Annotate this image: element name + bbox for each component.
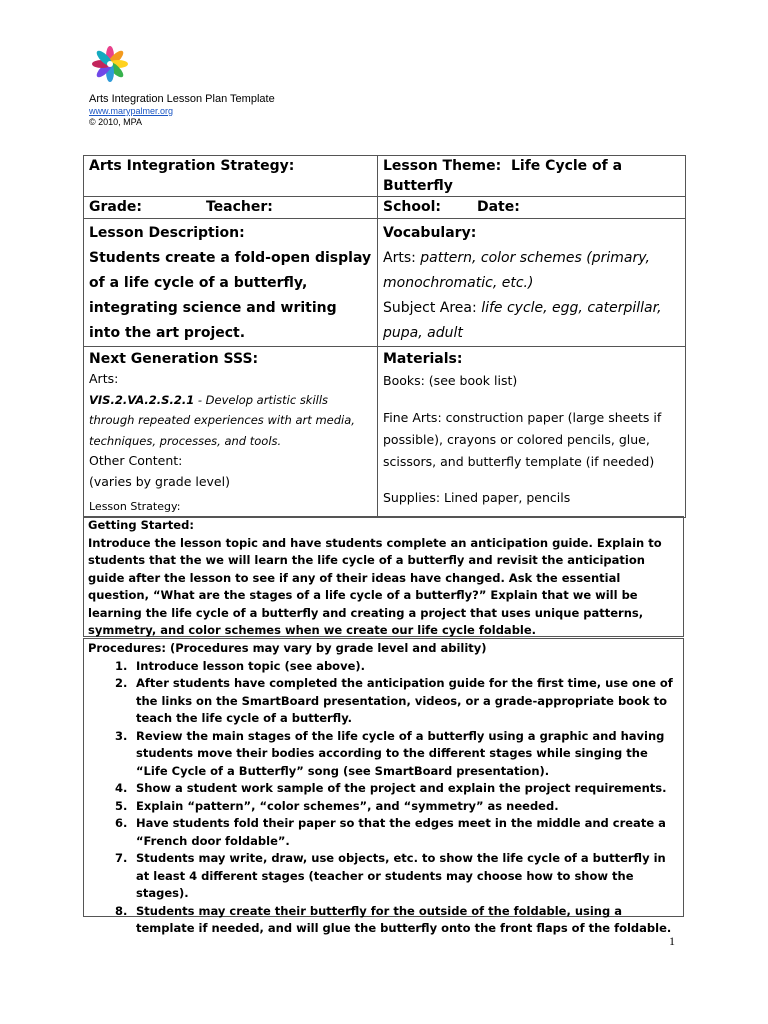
page-number: 1 [669,934,675,948]
procedures-list [88,658,679,938]
list-item: 1. Introduce lesson topic (see above). [115,658,366,673]
list-item: 6. Have students fold their paper so that the edges meet in the middle and create a “French door foldable”. [115,816,666,848]
procedures-box [83,638,684,935]
getting-started-text: Introduce the lesson topic and have students complete an anticipation guide. Explain to students that the we will learn the life cycle of a butterfly and revisit the anticipation guide after the lesson to see if any of their ideas have changed. Ask the essential question, “What are the stages of a life cycle of a butterfly?” Explain that we will be learning the life cycle of a butterfly and creating a project that uses unique patterns, symmetry, and color schemes when we create our life cycle foldable. [88,535,662,637]
list-item: 7. Students may write, draw, use objects, etc. to show the life cycle of a butterfly in at least 4 different stages (teacher or students may choose how to show the stages). [115,851,666,900]
school-date-cell: School: Date: [378,197,686,219]
theme-cell: Lesson Theme: Life Cycle of a Butterfly [378,156,686,197]
sss-cell: Next Generation SSS: Arts: VIS.2.VA.2.S.2.1 - Develop artistic skills through repeated experiences with art media, techniques, processes, and tools. Other Content: (varies by grade level) [84,347,378,518]
list-item: 8. Students may create their butterfly for the outside of the foldable, using a template if needed, and will glue the butterfly onto the front flaps of the foldable. [115,903,672,935]
list-item: 5. Explain “pattern”, “color schemes”, and “symmetry” as needed. [115,798,559,813]
list-item: 2. After students have completed the anticipation guide for the first time, use one of the links on the SmartBoard presentation, videos, or a grade-appropriate book to teach the life cycle of a butterfly. [115,676,673,725]
getting-started-label: Getting Started: [88,518,194,532]
lesson-strategy-label: Lesson Strategy: [89,500,181,513]
list-item: 3. Review the main stages of the life cycle of a butterfly using a graphic and having students move their bodies according to the different stages while singing the “Life Cycle of a Butterfly” song (see SmartBoard presentation). [115,728,665,778]
copyright: © 2010, MPA [89,117,142,127]
materials-cell: Materials: Books: (see book list) Fine Arts: construction paper (large sheets if possible), crayons or colored pencils, glue, scissors, and butterfly template (if needed) Supplies: Lined paper, pencils [378,347,686,518]
procedures-label: Procedures: (Procedures may vary by grade level and ability) [88,641,487,655]
lesson-info-table [83,155,686,518]
header-title: Arts Integration Lesson Plan Template [89,93,275,105]
list-item: 4. Show a student work sample of the project and explain the project requirements. [115,781,667,795]
description-cell: Lesson Description: Students create a fold-open display of a life cycle of a butterfly, integrating science and writing into the art project. [84,219,378,347]
grade-teacher-cell: Grade: Teacher: [84,197,378,219]
vocabulary-cell: Vocabulary: Arts: pattern, color schemes (primary, monochromatic, etc.) Subject Area: life cycle, egg, caterpillar, pupa, adult [378,219,686,347]
marypalmer-logo [86,44,134,88]
website-link[interactable]: www.marypalmer.org [89,106,174,116]
getting-started-box [83,516,684,637]
strategy-cell: Arts Integration Strategy: [84,156,378,197]
